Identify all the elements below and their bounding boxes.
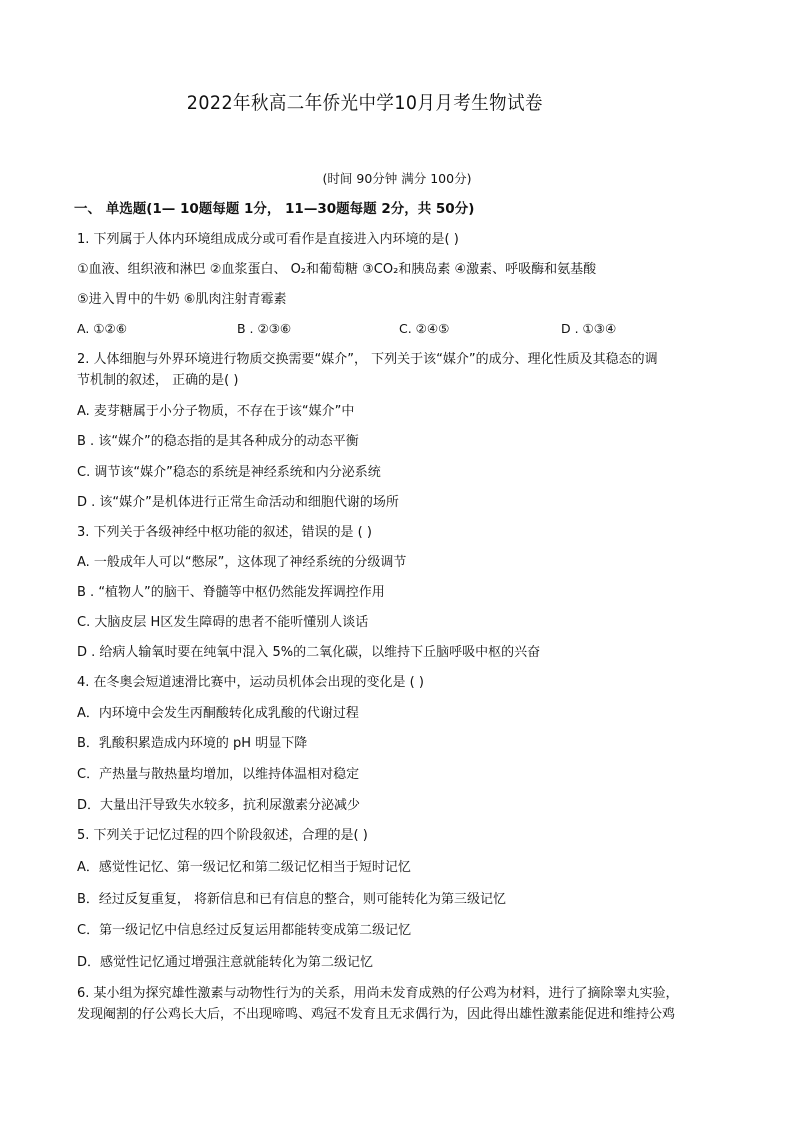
q4-stem: 4. 在冬奥会短道速滑比赛中，运动员机体会出现的变化是 ( ) (77, 675, 424, 690)
q4-option-d: D．大量出汗导致失水较多，抗利尿激素分泌减少 (77, 798, 361, 813)
q3-option-d: D . 给病人输氧时要在纯氧中混入 5%的二氧化碳，以维持下丘脑呼吸中枢的兴奋 (77, 645, 541, 660)
q1-option-d: D . ①③④ (561, 321, 617, 336)
q2-option-c: C. 调节该“媒介”稳态的系统是神经系统和内分泌系统 (77, 465, 381, 480)
q1-items-line1: ①血液、组织液和淋巴 ②血浆蛋白、 O₂和葡萄糖 ③CO₂和胰岛素 ④激素、呼吸酶和氨基酸 (77, 262, 597, 277)
q1-stem: 1. 下列属于人体内环境组成成分或可看作是直接进入内环境的是( ) (77, 232, 459, 247)
q4-option-a: A．内环境中会发生丙酮酸转化成乳酸的代谢过程 (77, 706, 359, 721)
q4-option-b: B．乳酸积累造成内环境的 pH 明显下降 (77, 736, 308, 751)
q2-stem-line1: 2. 人体细胞与外界环境进行物质交换需要“媒介”， 下列关于该“媒介”的成分、理化性质及其稳态的调 (77, 352, 658, 367)
q1-option-b: B . ②③⑥ (237, 321, 292, 336)
q2-stem-line2: 节机制的叙述， 正确的是( ) (77, 373, 239, 388)
exam-title: 2022年秋高二年侨光中学10月月考生物试卷 (186, 92, 543, 114)
q2-option-d: D . 该“媒介”是机体进行正常生命活动和细胞代谢的场所 (77, 495, 399, 510)
q5-option-c: C．第一级记忆中信息经过反复运用都能转变成第二级记忆 (77, 923, 412, 938)
q1-option-a: A. ①②⑥ (77, 321, 127, 336)
q5-option-a: A．感觉性记忆、第一级记忆和第二级记忆相当于短时记忆 (77, 860, 411, 875)
q5-option-d: D．感觉性记忆通过增强注意就能转化为第二级记忆 (77, 955, 374, 970)
q1-option-c: C. ②④⑤ (399, 321, 450, 336)
q4-option-c: C．产热量与散热量均增加，以维持体温相对稳定 (77, 767, 360, 782)
q5-option-b: B．经过反复重复， 将新信息和已有信息的整合，则可能转化为第三级记忆 (77, 892, 507, 907)
q5-stem: 5. 下列关于记忆过程的四个阶段叙述，合理的是( ) (77, 828, 368, 843)
q6-stem-line2: 发现阉割的仔公鸡长大后，不出现啼鸣、鸡冠不发育且无求偶行为，因此得出雄性激素能促进和维持公鸡 (77, 1007, 676, 1022)
q3-stem: 3. 下列关于各级神经中枢功能的叙述，错误的是 ( ) (77, 525, 372, 540)
q1-options (77, 321, 717, 339)
exam-time-score: (时间 90分钟 满分 100分) (322, 171, 472, 186)
section-heading-single-choice: 一、 单选题(1— 10题每题 1分， 11—30题每题 2分，共 50分) (74, 201, 475, 217)
q2-option-a: A. 麦芽糖属于小分子物质，不存在于该“媒介”中 (77, 404, 355, 419)
q6-stem-line1: 6. 某小组为探究雄性激素与动物性行为的关系，用尚未发育成熟的仔公鸡为材料，进行了摘除睾丸实验， (77, 986, 679, 1001)
q3-option-b: B . “植物人”的脑干、脊髓等中枢仍然能发挥调控作用 (77, 585, 385, 600)
q3-option-c: C. 大脑皮层 H区发生障碍的患者不能听懂别人谈话 (77, 615, 369, 630)
q3-option-a: A. 一般成年人可以“憋尿”，这体现了神经系统的分级调节 (77, 555, 407, 570)
q2-option-b: B . 该“媒介”的稳态指的是其各种成分的动态平衡 (77, 434, 359, 449)
q1-items-line2: ⑤进入胃中的牛奶 ⑥肌肉注射青霉素 (77, 292, 287, 307)
